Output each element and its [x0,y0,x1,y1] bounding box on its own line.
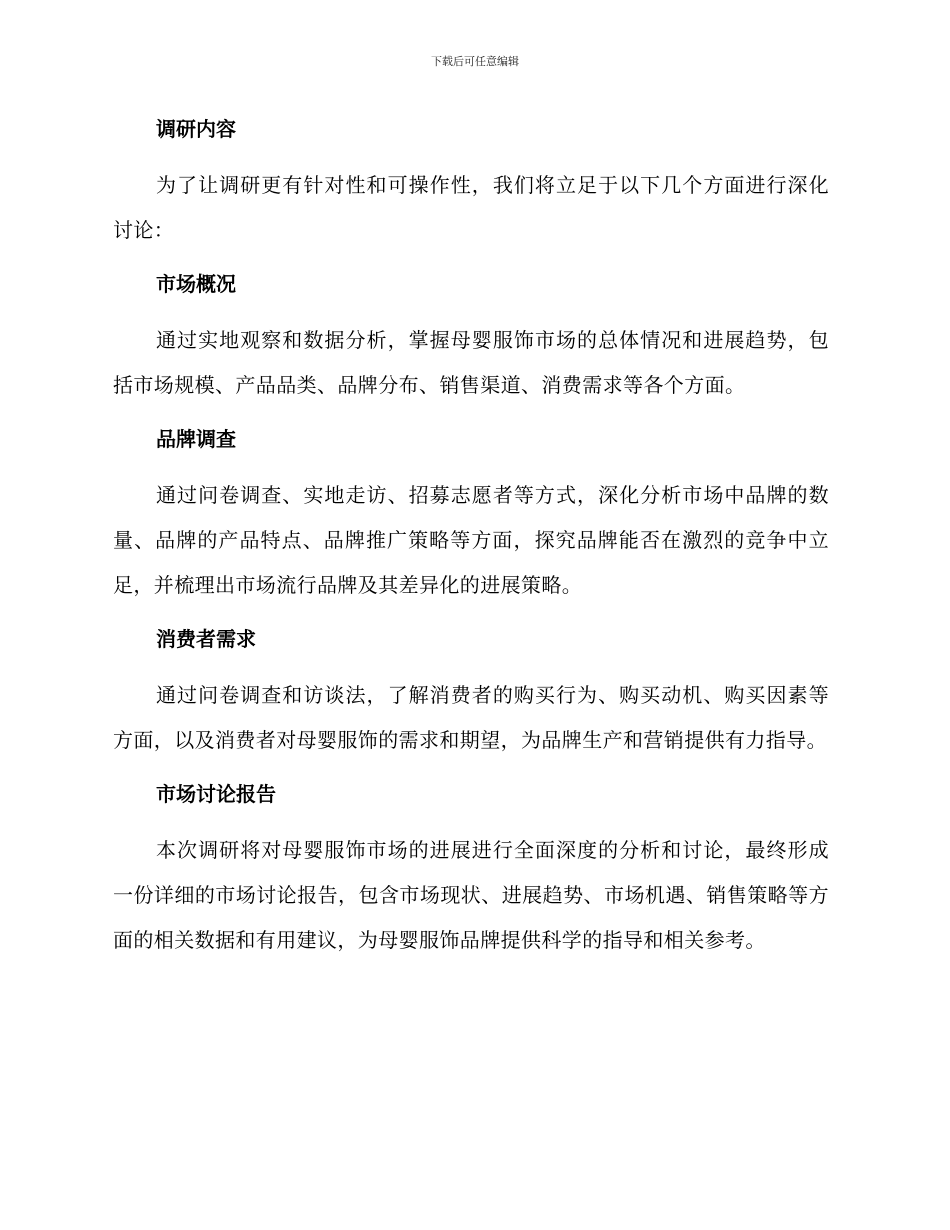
section-market-report [113,777,829,963]
section-paragraph: 为了让调研更有针对性和可操作性，我们将立足于以下几个方面进行深化讨论： [113,173,829,242]
section-heading: 消费者需求 [156,627,256,651]
section-paragraph: 通过实地观察和数据分析，掌握母婴服饰市场的总体情况和进展趋势，包括市场规模、产品品类、品牌分布、销售渠道、消费需求等各个方面。 [113,328,829,397]
section-paragraph: 通过问卷调查、实地走访、招募志愿者等方式，深化分析市场中品牌的数量、品牌的产品特点、品牌推广策略等方面，探究品牌能否在激烈的竞争中立足，并梳理出市场流行品牌及其差异化的进展策略。 [113,483,829,597]
section-paragraph: 通过问卷调查和访谈法，了解消费者的购买行为、购买动机、购买因素等方面，以及消费者对母婴服饰的需求和期望，为品牌生产和营销提供有力指导。 [113,683,829,752]
section-market-overview [113,267,829,408]
page-header-note: 下载后可任意编辑 [431,55,519,68]
section-heading: 品牌调查 [156,427,236,451]
section-heading: 市场讨论报告 [156,782,276,806]
section-heading: 调研内容 [156,117,236,141]
section-brand-survey [113,422,829,608]
section-heading: 市场概况 [156,272,236,296]
section-paragraph: 本次调研将对母婴服饰市场的进展进行全面深度的分析和讨论，最终形成一份详细的市场讨论报告，包含市场现状、进展趋势、市场机遇、销售策略等方面的相关数据和有用建议，为母婴服饰品牌提供科学的指导和相关参考。 [113,838,829,952]
document-body [113,112,829,977]
section-research-content [113,112,829,253]
section-consumer-demand [113,622,829,763]
